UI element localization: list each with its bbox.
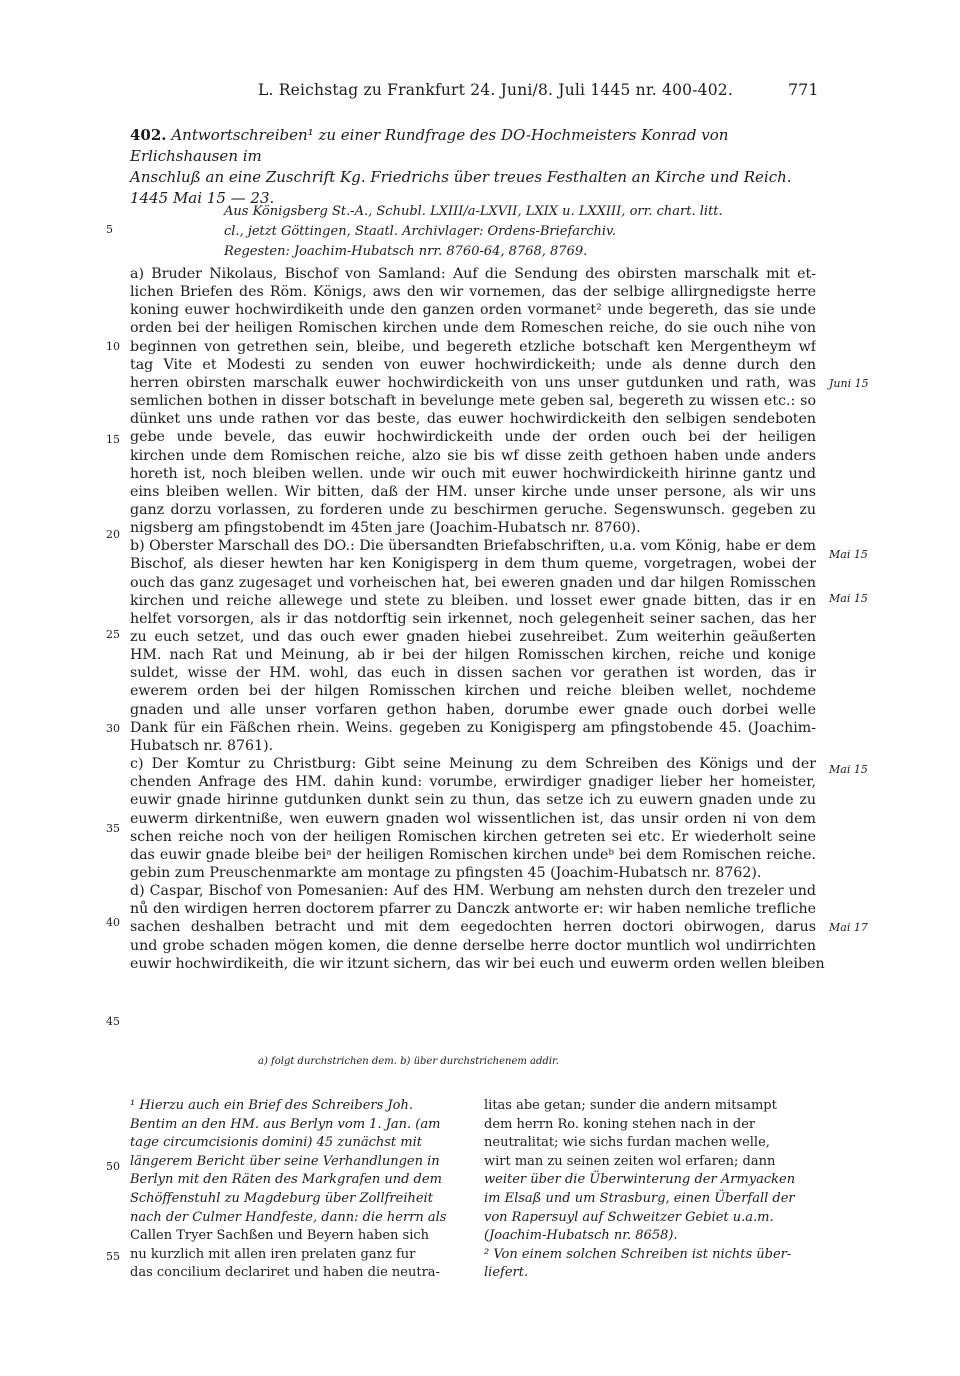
- footnote-line: von Rapersuyl auf Schweitzer Gebiet u.a.m.: [484, 1209, 774, 1225]
- line-number: 5: [106, 223, 113, 236]
- line-number: 55: [106, 1250, 120, 1263]
- body-line: HM. nach Rat und Meinung, ab ir bei der hilgen Romisschen kirchen, reiche und konige: [130, 647, 816, 664]
- running-head: L. Reichstag zu Frankfurt 24. Juni/8. Juli 1445 nr. 400-402.: [258, 81, 733, 99]
- body-line: dünket uns unde rathen vor das beste, das euwer hochwirdickeith den selbigen sendeboten: [130, 411, 816, 428]
- body-line: das euwir gnade bleibe beiᵃ der heiligen Romischen kirchen undeᵇ bei dem Romischen reiche.: [130, 846, 816, 863]
- line-number: 40: [106, 916, 120, 929]
- margin-date: Mai 17: [829, 921, 868, 934]
- body-line: semlichen bothen in disser botschaft in bevelunge mete geben sal, begereth zu wissen etc.: so: [130, 393, 816, 410]
- margin-date: Mai 15: [829, 592, 868, 605]
- body-line: Hubatsch nr. 8761).: [130, 737, 274, 754]
- entry-title: [130, 125, 820, 209]
- line-number: 15: [106, 433, 120, 446]
- body-line: suldet, wisse der HM. wohl, das euch in dissen sachen vor gerathen ist worden, das ir: [130, 665, 816, 682]
- body-line: chenden Anfrage des HM. dahin kund: vorumbe, erwirdiger gnadiger lieber her homeister,: [130, 774, 816, 791]
- body-line: orden bei der heiligen Romischen kirchen unde dem Romeschen reiche, do sie ouch nihe von: [130, 320, 816, 337]
- body-line: lichen Briefen des Röm. Königs, aws den wir vornemen, das der selbige allirgnedigste herre: [130, 284, 816, 301]
- margin-date: Mai 15: [829, 548, 868, 561]
- critical-apparatus: a) folgt durchstrichen dem. b) über durchstrichenem addir.: [258, 1056, 559, 1067]
- body-line: nigsberg am pfingstobendt im 45ten jare (Joachim-Hubatsch nr. 8760).: [130, 520, 641, 537]
- body-line: d) Caspar, Bischof von Pomesanien: Auf des HM. Werbung am nehsten durch den trezeler und: [130, 883, 816, 900]
- line-number: 10: [106, 340, 120, 353]
- entry-number: 402.: [130, 126, 167, 144]
- body-line: sachen deshalben betracht und mit dem eegedochten herren doctori obirwogen, darus: [130, 919, 816, 936]
- body-line: b) Oberster Marschall des DO.: Die übersandten Briefabschriften, u.a. vom König, habe er dem: [130, 538, 816, 555]
- footnote-line: ² Von einem solchen Schreiben ist nichts über-: [484, 1246, 792, 1262]
- footnote-line: ¹ Hierzu auch ein Brief des Schreibers Joh.: [130, 1098, 413, 1113]
- body-line: tag Vite et Modesti zu senden von euwer hochwirdickeith; unde als denne durch den: [130, 356, 816, 373]
- body-line: nů den wirdigen herren doctorem pfarrer zu Danczk antworte er: wir haben nemliche trefliche: [130, 901, 816, 918]
- body-line: Dank für ein Fäßchen rhein. Weins. gegeben zu Konigisperg am pfingstobende 45. (Joachim-: [130, 719, 816, 736]
- footnote-line: tage circumcisionis domini) 45 zunächst mit: [130, 1135, 422, 1151]
- entry-title-line: Antwortschreiben¹ zu einer Rundfrage des DO-Hochmeisters Konrad von Erlichshausen im: [130, 126, 729, 165]
- body-line: gnaden und alle unser vorfaren gethon haben, dorumbe ewer gnade ouch dorbei welle: [130, 701, 816, 718]
- body-line: ouch das ganz zugesaget und vorheischen hat, bei eweren gnaden und dar hilgen Romisschen: [130, 574, 816, 591]
- footnote-line: das concilium declariret und haben die neutra-: [130, 1265, 440, 1281]
- body-line: gebe unde bevele, das euwir hochwirdickeith unde der orden ouch bei der heiligen: [130, 429, 816, 446]
- body-line: euwir gnade hirinne gutdunken dunkt sein zu thun, das setze ich zu euwern gnaden unde zu: [130, 792, 816, 809]
- footnote-line: längerem Bericht über seine Verhandlungen in: [130, 1153, 440, 1169]
- footnote-line: weiter über die Überwinterung der Armyacken: [484, 1172, 796, 1188]
- body-line: kirchen und reiche allewege und stete zu bleiben. und losset ewer gnade bitten, das ir en: [130, 592, 816, 609]
- body-line: euwerm dirkentniße, wen euwern gnaden wol wissentlichen ist, das unsir orden ni von dem: [130, 810, 816, 827]
- body-line: euwir hochwirdikeith, die wir itzunt sichern, das wir bei euch und euwerm orden wellen bleiben: [130, 955, 825, 972]
- body-line: schen reiche noch von der heiligen Romischen kirchen getreten sei etc. Er wiederholt seine: [130, 828, 816, 845]
- regesten-line: Regesten: Joachim-Hubatsch nrr. 8760-64, 8768, 8769.: [224, 244, 588, 259]
- source-line: Aus Königsberg St.-A., Schubl. LXIII/a-LXVII, LXIX u. LXXIII, orr. chart. litt.: [224, 204, 723, 219]
- line-number: 35: [106, 822, 120, 835]
- margin-date: Mai 15: [829, 763, 868, 776]
- entry-title-line: 1445 Mai 15 — 23.: [130, 189, 275, 207]
- footnote-line: wirt man zu seinen zeiten wol erfaren; dann: [484, 1153, 776, 1169]
- body-line: koning euwer hochwirdikeith unde den ganzen orden vormanet² unde begereth, das sie unde: [130, 302, 816, 319]
- body-line: ganz dorzu vorlassen, zu forderen unde zu beschirmen geruche. Segenswunsch. gegeben zu: [130, 501, 816, 518]
- line-number: 25: [106, 628, 120, 641]
- margin-date: Juni 15: [829, 377, 869, 390]
- line-number: 20: [106, 528, 120, 541]
- footnote-line: neutralitat; wie sichs furdan machen welle,: [484, 1135, 770, 1151]
- body-line: eins bleiben wellen. Wir bitten, daß der HM. unser kirche unde unser persone, als wir uns: [130, 483, 816, 500]
- body-line: helfet vorsorgen, als ir das notdorftig sein irkennet, noch gelegenheit seiner sachen, das her: [130, 610, 816, 627]
- body-line: ewerem orden bei der hilgen Romisschen kirchen und reiche bleiben wellet, nochdeme: [130, 683, 816, 700]
- body-line: herren obirsten marschalk euwer hochwirdickeith von uns unser gutdunken und rath, was: [130, 374, 816, 391]
- footnote-line: Bentim an den HM. aus Berlyn vom 1. Jan. (am: [130, 1116, 441, 1132]
- footnote-line: im Elsaß und um Strasburg, einen Überfall der: [484, 1191, 795, 1206]
- footnote-line: Callen Tryer Sachßen und Beyern haben sich: [130, 1228, 429, 1244]
- body-line: c) Der Komtur zu Christburg: Gibt seine Meinung zu dem Schreiben des Königs und der: [130, 756, 816, 773]
- body-line: kirchen unde dem Romischen reiche, alzo sie bis wf disse zeith gethoen haben unde anders: [130, 447, 816, 464]
- body-line: horeth ist, noch bleiben wellen. unde wir ouch mit euwer hochwirdickeith hirinne gantz und: [130, 465, 816, 482]
- footnote-line: nu kurzlich mit allen iren prelaten ganz fur: [130, 1246, 416, 1262]
- body-line: a) Bruder Nikolaus, Bischof von Samland: Auf die Sendung des obirsten marschalk mit et-: [130, 266, 816, 282]
- line-number: 30: [106, 722, 120, 735]
- body-line: zu euch setzet, und das ouch ewer gnaden hiebei zusehreibet. Zum weiterhin geäußerten: [130, 629, 816, 645]
- footnote-line: Schöffenstuhl zu Magdeburg über Zollfreiheit: [130, 1191, 433, 1206]
- body-line: Bischof, als dieser hewten har ken Konigisperg in dem thum queme, vorgetragen, wobei der: [130, 556, 816, 573]
- footnote-line: dem herrn Ro. koning stehen nach in der: [484, 1116, 756, 1132]
- line-number: 50: [106, 1160, 120, 1173]
- line-number: 45: [106, 1015, 120, 1028]
- source-line: cl., jetzt Göttingen, Staatl. Archivlager: Ordens-Briefarchiv.: [224, 224, 616, 239]
- footnote-line: Berlyn mit den Räten des Markgrafen und dem: [130, 1172, 442, 1188]
- footnote-line: litas abe getan; sunder die andern mitsampt: [484, 1098, 777, 1113]
- footnote-line: liefert.: [484, 1265, 529, 1281]
- body-line: und grobe schaden mögen komen, die denne derselbe herre doctor muntlich wol undirrichten: [130, 937, 816, 954]
- page-number: 771: [788, 80, 819, 99]
- footnote-line: (Joachim-Hubatsch nr. 8658).: [484, 1228, 678, 1244]
- body-line: beginnen von getrethen sein, bleibe, und begereth etzliche botschaft ken Mergentheym wf: [130, 338, 816, 355]
- entry-title-line: Anschluß an eine Zuschrift Kg. Friedrichs über treues Festhalten an Kirche und Reich.: [130, 168, 792, 186]
- footnote-line: nach der Culmer Handfeste, dann: die herrn als: [130, 1209, 447, 1225]
- body-line: gebin zum Preuschenmarkte am montage zu pfingsten 45 (Joachim-Hubatsch nr. 8762).: [130, 864, 762, 881]
